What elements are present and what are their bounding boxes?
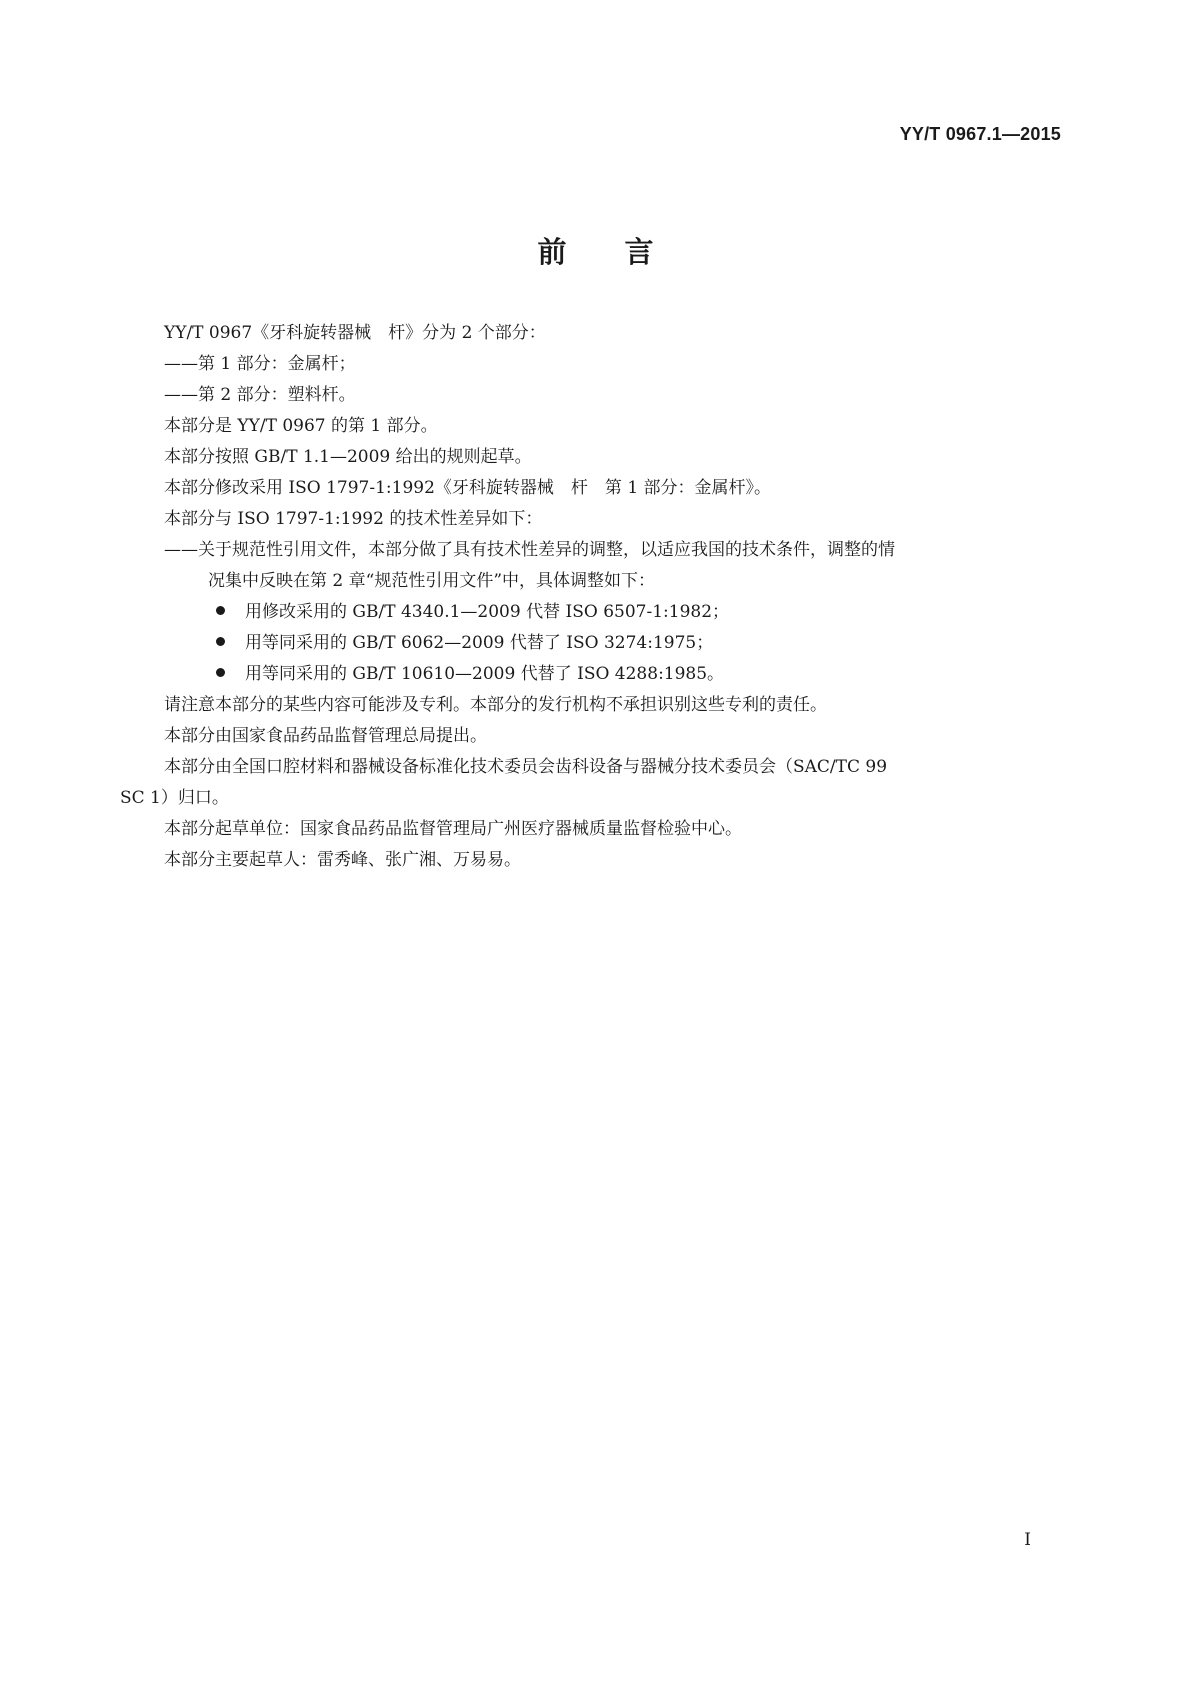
bullet-text: 用等同采用的 GB/T 10610—2009 代替了 ISO 4288:1985。: [245, 664, 725, 684]
page-number: I: [1024, 1530, 1031, 1550]
page-title: 前言: [537, 235, 712, 269]
paragraph-patent-notice: 请注意本部分的某些内容可能涉及专利。本部分的发行机构不承担识别这些专利的责任。: [164, 695, 827, 715]
list-item-part2: ——第 2 部分：塑料杆。: [164, 385, 356, 405]
paragraph-proposed-by: 本部分由国家食品药品监督管理总局提出。: [164, 726, 487, 746]
paragraph-drafting-unit: 本部分起草单位：国家食品药品监督管理局广州医疗器械质量监督检验中心。: [164, 819, 742, 839]
paragraph-adoption: 本部分修改采用 ISO 1797-1:1992《牙科旋转器械 杆 第 1 部分：金属杆》。: [164, 478, 772, 498]
bullet-item: [120, 597, 1062, 628]
paragraph-differences: 本部分与 ISO 1797-1:1992 的技术性差异如下：: [164, 509, 543, 529]
bullet-item: [120, 659, 1062, 690]
paragraph-part-of: 本部分是 YY/T 0967 的第 1 部分。: [164, 416, 438, 436]
list-item-normative-refs: ——关于规范性引用文件，本部分做了具有技术性差异的调整，以适应我国的技术条件，调整的情: [164, 540, 895, 560]
bullet-dot-icon: [216, 637, 225, 646]
list-item-part1: ——第 1 部分：金属杆；: [164, 354, 356, 374]
bullet-text: 用等同采用的 GB/T 6062—2009 代替了 ISO 3274:1975；: [245, 633, 714, 653]
paragraph-under-jurisdiction-cont: SC 1）归口。: [120, 788, 229, 808]
bullet-dot-icon: [216, 668, 225, 677]
list-item-normative-refs-cont: 况集中反映在第 2 章“规范性引用文件”中，具体调整如下：: [208, 571, 656, 591]
paragraph-drafting-rules: 本部分按照 GB/T 1.1—2009 给出的规则起草。: [164, 447, 532, 467]
bullet-dot-icon: [216, 606, 225, 615]
foreword-body: [120, 318, 1062, 876]
paragraph-under-jurisdiction: 本部分由全国口腔材料和器械设备标准化技术委员会齿科设备与器械分技术委员会（SAC/TC 99: [164, 757, 888, 777]
paragraph-parts-intro: YY/T 0967《牙科旋转器械 杆》分为 2 个部分：: [164, 323, 546, 343]
paragraph-drafters: 本部分主要起草人：雷秀峰、张广湘、万易易。: [164, 850, 521, 870]
standard-code: YY/T 0967.1—2015: [899, 124, 1061, 144]
bullet-text: 用修改采用的 GB/T 4340.1—2009 代替 ISO 6507-1:1982；: [245, 602, 730, 622]
bullet-item: [120, 628, 1062, 659]
